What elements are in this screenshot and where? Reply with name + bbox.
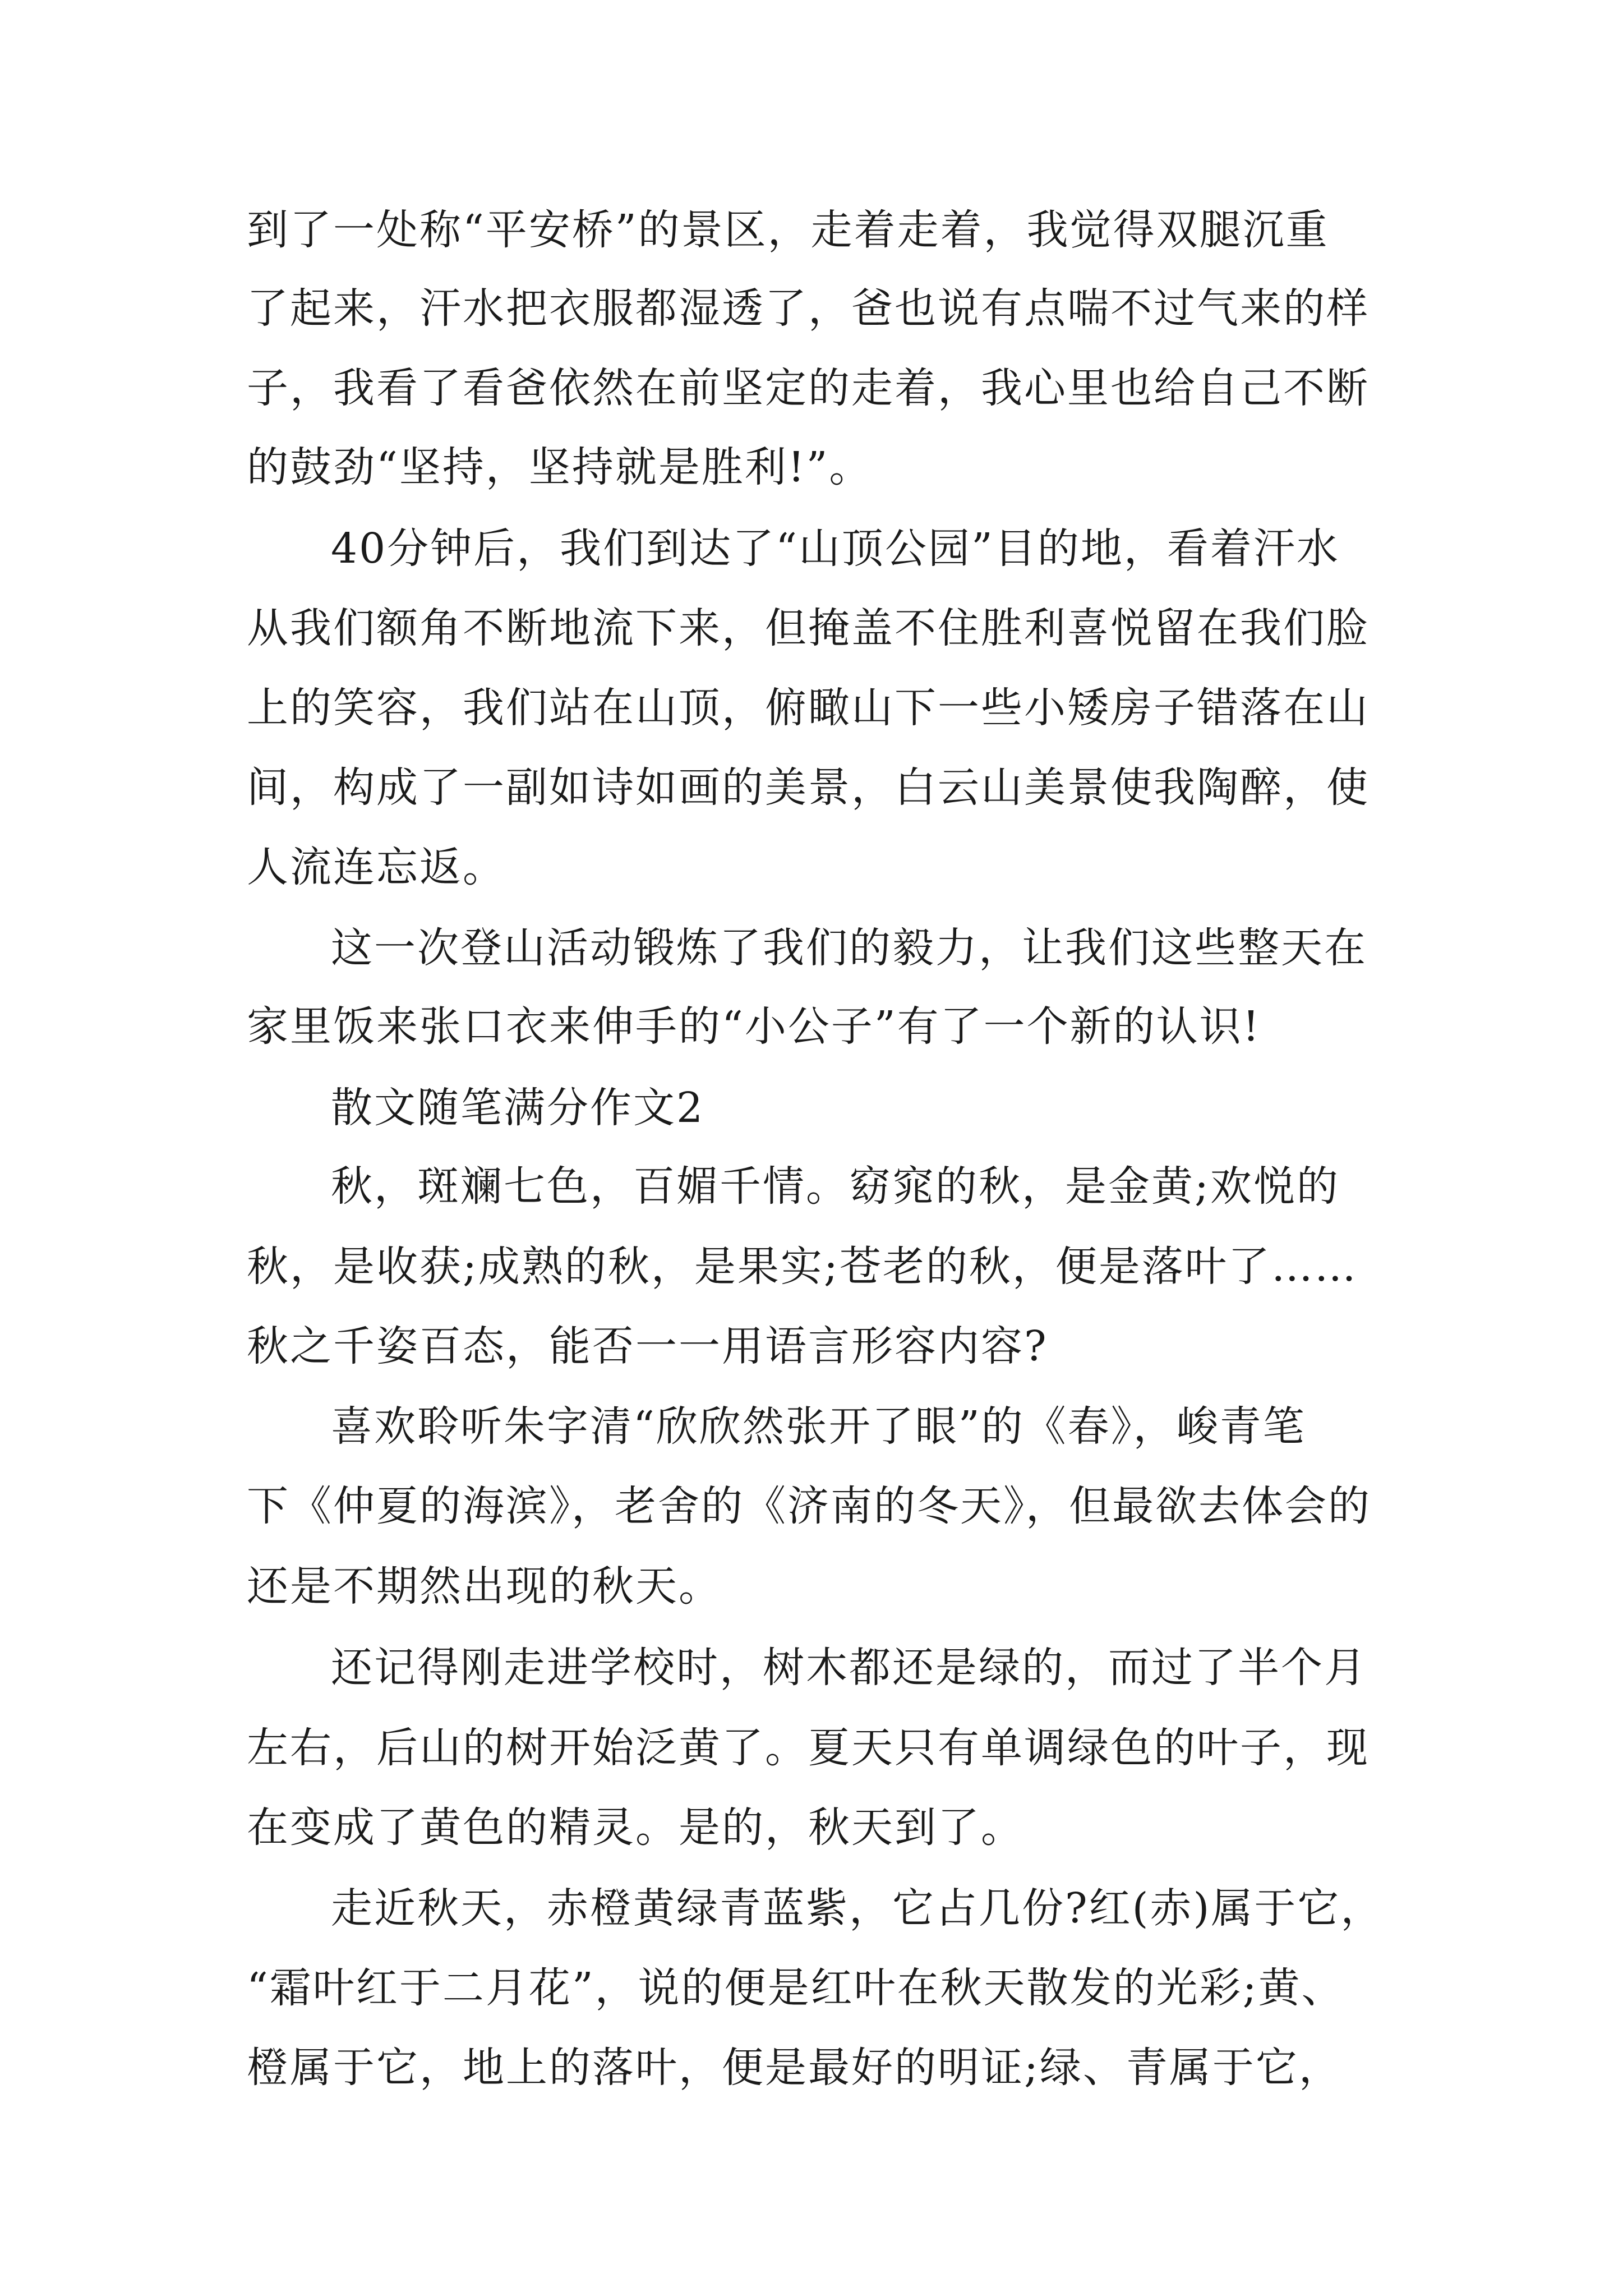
body-text xyxy=(247,191,1436,2109)
text-line: 还是不期然出现的秋天。 xyxy=(247,1562,722,1611)
text-line: 喜欢聆听朱字清“欣欣然张开了眼”的《春》，峻青笔 xyxy=(331,1402,1306,1451)
text-line: 橙属于它，地上的落叶，便是最好的明证;绿、青属于它， xyxy=(247,2044,1342,2092)
text-line: 这一次登山活动锻炼了我们的毅力，让我们这些整天在 xyxy=(331,924,1367,972)
text-line: 秋，是收获;成熟的秋，是果实;苍老的秋，便是落叶了…… xyxy=(247,1243,1358,1291)
text-line: 家里饭来张口衣来伸手的“小公子”有了一个新的认识! xyxy=(247,1002,1261,1051)
text-line: 40分钟后，我们到达了“山顶公园”目的地，看着汗水 xyxy=(331,524,1340,573)
text-line: 间，构成了一副如诗如画的美景，白云山美景使我陶醉，使 xyxy=(247,763,1370,812)
text-line: 秋之千姿百态，能否一一用语言形容内容? xyxy=(247,1322,1048,1370)
text-line: “霜叶红于二月花”，说的便是红叶在秋天散发的光彩;黄、 xyxy=(247,1964,1345,2012)
text-line: 人流连忘返。 xyxy=(247,843,506,891)
text-line: 散文随笔满分作文2 xyxy=(331,1084,705,1132)
text-line: 下《仲夏的海滨》，老舍的《济南的冬天》，但最欲去体会的 xyxy=(247,1482,1371,1530)
text-line: 走近秋天，赤橙黄绿青蓝紫，它占几份?红(赤)属于它， xyxy=(331,1884,1384,1932)
text-line: 的鼓劲“坚持，坚持就是胜利!”。 xyxy=(247,443,873,491)
text-line: 从我们额角不断地流下来，但掩盖不住胜利喜悦留在我们脸 xyxy=(247,604,1370,652)
text-line: 了起来，汗水把衣服都湿透了，爸也说有点喘不过气来的样 xyxy=(247,284,1370,333)
text-line: 子，我看了看爸依然在前坚定的走着，我心里也给自己不断 xyxy=(247,364,1370,412)
text-line: 秋，斑斓七色，百媚千情。窈窕的秋，是金黄;欢悦的 xyxy=(331,1162,1340,1211)
text-line: 上的笑容，我们站在山顶，俯瞰山下一些小矮房子错落在山 xyxy=(247,684,1370,732)
text-line: 还记得刚走进学校时，树木都还是绿的，而过了半个月 xyxy=(331,1644,1367,1692)
text-line: 左右，后山的树开始泛黄了。夏天只有单调绿色的叶子，现 xyxy=(247,1724,1370,1772)
text-line: 到了一处称“平安桥”的景区，走着走着，我觉得双腿沉重 xyxy=(247,206,1329,254)
text-line: 在变成了黄色的精灵。是的，秋天到了。 xyxy=(247,1803,1024,1852)
